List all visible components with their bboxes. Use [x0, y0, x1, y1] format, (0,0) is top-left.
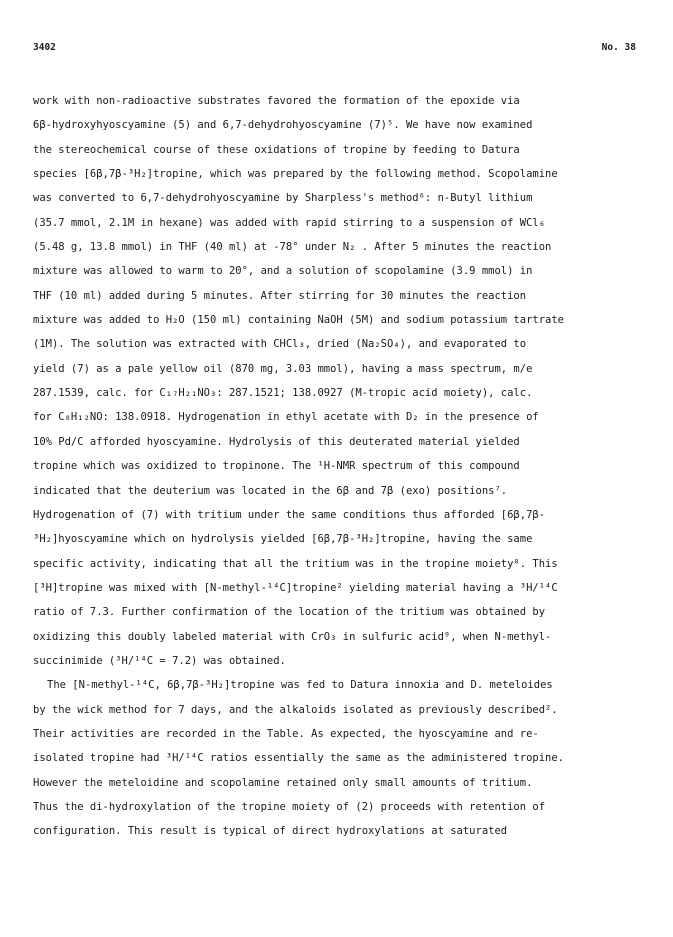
text-line: (1M). The solution was extracted with CHCl₃, dried (Na₂SO₄), and evaporated to [33, 338, 527, 351]
text-line: indicated that the deuterium was located in the 6β and 7β (exo) positions⁷. [33, 484, 508, 497]
text-line: Thus the di-hydroxylation of the tropine moiety of (2) proceeds with retention of [33, 800, 546, 813]
text-line: yield (7) as a pale yellow oil (870 mg, 3.03 mmol), having a mass spectrum, m/e [33, 362, 533, 375]
text-line: 6β-hydroxyhyoscyamine (5) and 6,7-dehydrohyoscyamine (7)⁵. We have now examined [33, 119, 533, 132]
body-text [33, 89, 653, 844]
text-line: ratio of 7.3. Further confirmation of the location of the tritium was obtained by [33, 606, 546, 619]
text-line: Hydrogenation of (7) with tritium under the same conditions thus afforded [6β,7β- [33, 508, 546, 521]
text-line: 10% Pd/C afforded hyoscyamine. Hydrolysis of this deuterated material yielded [33, 435, 520, 448]
text-line: was converted to 6,7-dehydrohyoscyamine by Sharpless's method⁶: n-Butyl lithium [33, 192, 533, 205]
text-line: mixture was added to H₂O (150 ml) containing NaOH (5M) and sodium potassium tartrate [33, 314, 565, 327]
text-line: Their activities are recorded in the Table. As expected, the hyoscyamine and re- [33, 727, 539, 740]
text-line: 287.1539, calc. for C₁₇H₂₁NO₃: 287.1521; 138.0927 (M-tropic acid moiety), calc. [33, 387, 533, 400]
page-number: 3402 [33, 42, 56, 53]
text-line: the stereochemical course of these oxidations of tropine by feeding to Datura [33, 143, 520, 156]
text-line: work with non-radioactive substrates favored the formation of the epoxide via [33, 95, 520, 107]
text-line: However the meteloidine and scopolamine retained only small amounts of tritium. [33, 776, 533, 789]
text-line: oxidizing this doubly labeled material with CrO₃ in sulfuric acid⁹, when N-methyl- [33, 630, 552, 643]
text-line: (35.7 mmol, 2.1M in hexane) was added with rapid stirring to a suspension of WCl₆ [33, 216, 546, 229]
text-line: ³H₂]hyoscyamine which on hydrolysis yielded [6β,7β-³H₂]tropine, having the same [33, 533, 533, 546]
text-line: tropine which was oxidized to tropinone. The ¹H-NMR spectrum of this compound [33, 460, 520, 473]
text-line: species [6β,7β-³H₂]tropine, which was prepared by the following method. Scopolamine [33, 168, 558, 181]
text-line: mixture was allowed to warm to 20°, and a solution of scopolamine (3.9 mmol) in [33, 265, 533, 278]
text-line: specific activity, indicating that all the tritium was in the tropine moiety⁸. This [33, 557, 558, 570]
text-line: succinimide (³H/¹⁴C = 7.2) was obtained. [33, 654, 286, 667]
text-line: [³H]tropine was mixed with [N-methyl-¹⁴C]tropine² yielding material having a ³H/¹⁴C [33, 581, 558, 594]
text-line: The [N-methyl-¹⁴C, 6β,7β-³H₂]tropine was fed to Datura innoxia and D. meteloides [47, 679, 553, 692]
text-line: for C₈H₁₂NO: 138.0918. Hydrogenation in ethyl acetate with D₂ in the presence of [33, 411, 539, 424]
text-line: THF (10 ml) added during 5 minutes. After stirring for 30 minutes the reaction [33, 289, 527, 302]
text-line: configuration. This result is typical of direct hydroxylations at saturated [33, 825, 508, 838]
text-line: (5.48 g, 13.8 mmol) in THF (40 ml) at -78° under N₂ . After 5 minutes the reaction [33, 241, 552, 254]
text-line: by the wick method for 7 days, and the alkaloids isolated as previously described². [33, 703, 558, 716]
issue-number: No. 38 [601, 42, 636, 53]
text-line: isolated tropine had ³H/¹⁴C ratios essentially the same as the administered tropine. [33, 752, 565, 765]
